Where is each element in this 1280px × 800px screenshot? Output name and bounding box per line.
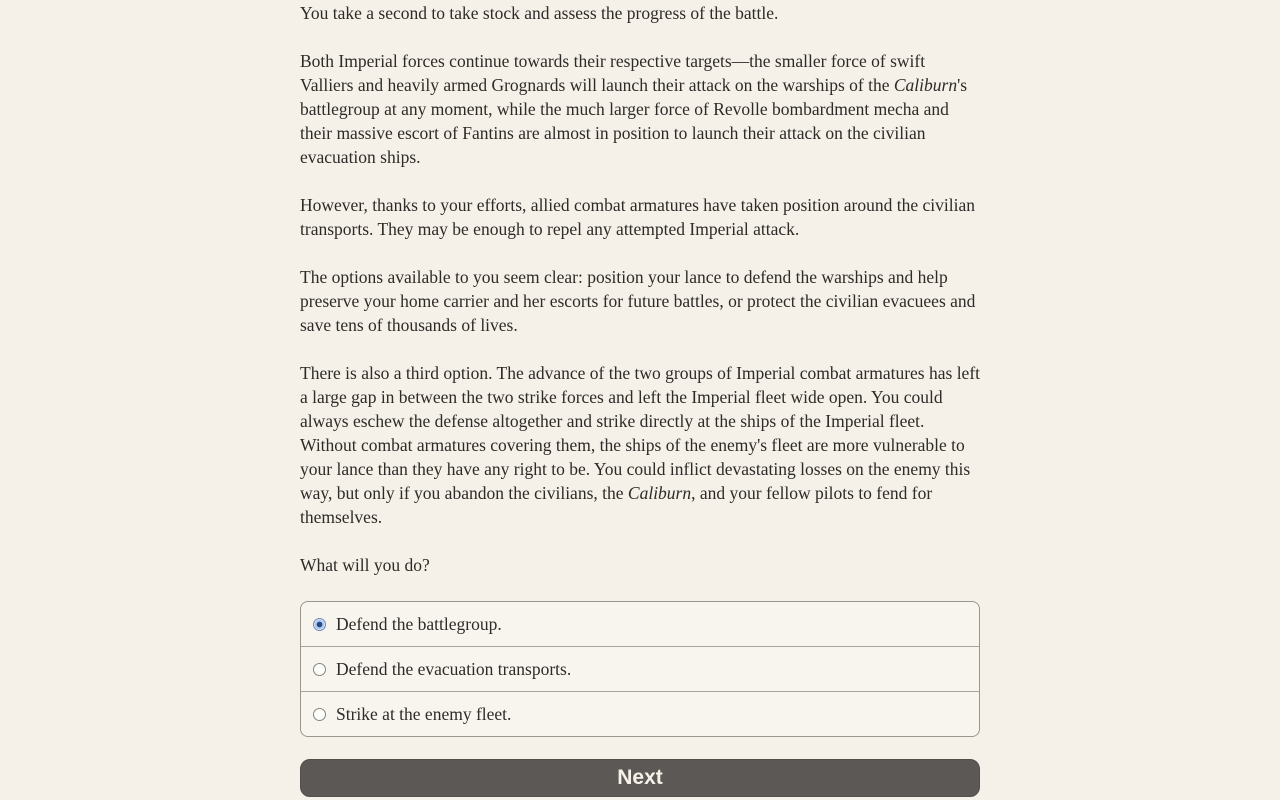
radio-unselected-icon[interactable]	[313, 663, 326, 676]
choice-option-label[interactable]: Defend the evacuation transports.	[336, 659, 572, 679]
story-paragraph	[300, 49, 980, 169]
story-segment-italic: Caliburn	[627, 483, 692, 503]
choice-option[interactable]	[301, 646, 979, 691]
story-paragraph	[300, 361, 980, 529]
story-segment: The options available to you seem clear: position your lance to defend the warships and help preserve your home carrier and her escorts for future battles, or protect the civilian evacuees and save tens of thousands of lives.	[300, 267, 976, 335]
choice-option[interactable]	[301, 602, 979, 646]
story-paragraph	[300, 193, 980, 241]
story-text	[300, 1, 980, 577]
next-button[interactable]: Next	[300, 759, 980, 797]
story-segment: , and your fellow pilots to fend for themselves.	[300, 483, 933, 527]
story-segment: However, thanks to your efforts, allied combat armatures have taken position around the civilian transports. They may be enough to repel any attempted Imperial attack.	[300, 195, 975, 239]
story-segment: What will you do?	[300, 555, 430, 575]
story-segment: Both Imperial forces continue towards their respective targets—the smaller force of swift Valliers and heavily armed Grognards will launch their attack on the warships of the	[300, 51, 926, 95]
radio-selected-icon[interactable]	[313, 618, 326, 631]
choice-option[interactable]	[301, 691, 979, 736]
story-paragraph	[300, 1, 980, 25]
choice-option-label[interactable]: Defend the battlegroup.	[336, 614, 502, 634]
choice-list	[300, 601, 980, 737]
choice-option-label[interactable]: Strike at the enemy fleet.	[336, 704, 512, 724]
story-segment-italic: Caliburn	[893, 75, 958, 95]
story-segment: 's battlegroup at any moment, while the much larger force of Revolle bombardment mecha and their massive escort of Fantins are almost in position to launch their attack on the civilian evacuation ships.	[300, 75, 968, 167]
story-segment: You take a second to take stock and assess the progress of the battle.	[300, 3, 779, 23]
choice-form	[300, 601, 980, 797]
story-paragraph	[300, 265, 980, 337]
story-segment: There is also a third option. The advance of the two groups of Imperial combat armatures has left a large gap in between the two strike forces and left the Imperial fleet wide open. You could always eschew the defense altogether and strike directly at the ships of the Imperial fleet. Without combat armatures covering them, the ships of the enemy's fleet are more vulnerable to your lance than they have any right to be. You could inflict devastating losses on the enemy this way, but only if you abandon the civilians, the	[300, 363, 981, 503]
game-page	[300, 0, 980, 797]
story-paragraph	[300, 553, 980, 577]
radio-unselected-icon[interactable]	[313, 708, 326, 721]
